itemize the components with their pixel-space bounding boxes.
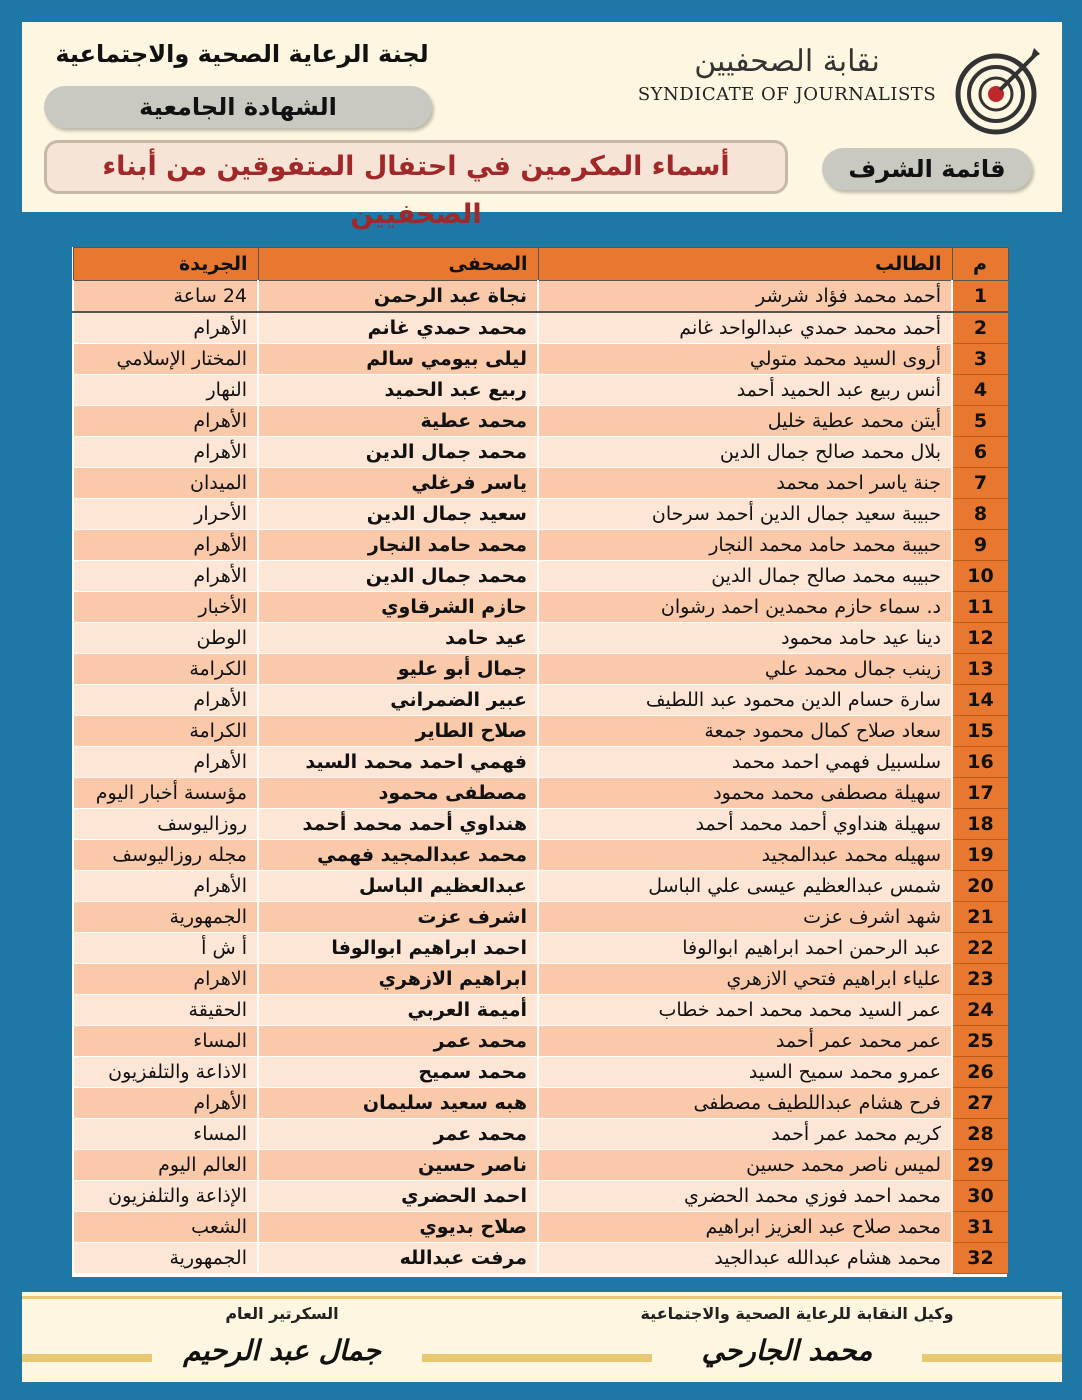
table-row — [73, 1119, 1008, 1150]
table-row — [73, 747, 1008, 778]
journalist-name: ناصر حسين — [258, 1150, 538, 1181]
newspaper-name: الأهرام — [73, 530, 258, 561]
row-number: 4 — [952, 375, 1008, 406]
student-name: كريم محمد عمر أحمد — [538, 1119, 952, 1150]
table-row — [73, 871, 1008, 902]
student-name: زينب جمال محمد علي — [538, 654, 952, 685]
row-number: 31 — [952, 1212, 1008, 1243]
journalist-name: ليلى بيومي سالم — [258, 344, 538, 375]
newspaper-name: 24 ساعة — [73, 281, 258, 313]
row-number: 25 — [952, 1026, 1008, 1057]
student-name: سعاد صلاح كمال محمود جمعة — [538, 716, 952, 747]
table-row — [73, 592, 1008, 623]
student-name: أيتن محمد عطية خليل — [538, 406, 952, 437]
journalist-name: عبدالعظيم الباسل — [258, 871, 538, 902]
table-row — [73, 1150, 1008, 1181]
newspaper-name: النهار — [73, 375, 258, 406]
journalist-name: حازم الشرقاوي — [258, 592, 538, 623]
newspaper-name: الكرامة — [73, 716, 258, 747]
student-name: حبيبة محمد حامد محمد النجار — [538, 530, 952, 561]
student-name: شهد اشرف عزت — [538, 902, 952, 933]
row-number: 20 — [952, 871, 1008, 902]
secretary-signature: جمال عبد الرحيم — [183, 1334, 381, 1367]
table-row — [73, 902, 1008, 933]
table-row — [73, 1057, 1008, 1088]
student-name: فرح هشام عبداللطيف مصطفى — [538, 1088, 952, 1119]
table-row — [73, 468, 1008, 499]
table-row — [73, 964, 1008, 995]
journalist-name: محمد جمال الدين — [258, 437, 538, 468]
row-number: 27 — [952, 1088, 1008, 1119]
student-name: عمر السيد محمد محمد احمد خطاب — [538, 995, 952, 1026]
student-name: سارة حسام الدين محمود عبد اللطيف — [538, 685, 952, 716]
journalist-name: ياسر فرغلي — [258, 468, 538, 499]
honorees-table — [72, 247, 1007, 1277]
journalist-name: جمال أبو عليو — [258, 654, 538, 685]
journalist-name: محمد عبدالمجيد فهمي — [258, 840, 538, 871]
table-row — [73, 840, 1008, 871]
row-number: 24 — [952, 995, 1008, 1026]
newspaper-name: الميدان — [73, 468, 258, 499]
row-number: 26 — [952, 1057, 1008, 1088]
journalist-name: هبه سعيد سليمان — [258, 1088, 538, 1119]
row-number: 1 — [952, 281, 1008, 313]
row-number: 3 — [952, 344, 1008, 375]
newspaper-name: مجله روزاليوسف — [73, 840, 258, 871]
student-name: أحمد محمد حمدي عبدالواحد غانم — [538, 312, 952, 344]
journalist-name: سعيد جمال الدين — [258, 499, 538, 530]
newspaper-name: الحقيقة — [73, 995, 258, 1026]
newspaper-name: مؤسسة أخبار اليوم — [73, 778, 258, 809]
journalist-name: مرفت عبدالله — [258, 1243, 538, 1274]
newspaper-name: الشعب — [73, 1212, 258, 1243]
row-number: 17 — [952, 778, 1008, 809]
journalist-name: صلاح بديوي — [258, 1212, 538, 1243]
header-num: م — [952, 248, 1008, 281]
newspaper-name: الأحرار — [73, 499, 258, 530]
student-name: محمد صلاح عبد العزيز ابراهيم — [538, 1212, 952, 1243]
row-number: 11 — [952, 592, 1008, 623]
row-number: 2 — [952, 312, 1008, 344]
row-number: 14 — [952, 685, 1008, 716]
row-number: 12 — [952, 623, 1008, 654]
row-number: 16 — [952, 747, 1008, 778]
student-name: محمد هشام عبدالله عبدالجيد — [538, 1243, 952, 1274]
newspaper-name: المساء — [73, 1119, 258, 1150]
row-number: 5 — [952, 406, 1008, 437]
student-name: عمر محمد عمر أحمد — [538, 1026, 952, 1057]
newspaper-name: الكرامة — [73, 654, 258, 685]
table-row — [73, 685, 1008, 716]
journalist-name: محمد حمدي غانم — [258, 312, 538, 344]
row-number: 18 — [952, 809, 1008, 840]
journalist-name: اشرف عزت — [258, 902, 538, 933]
row-number: 21 — [952, 902, 1008, 933]
header-newspaper: الجريدة — [73, 248, 258, 281]
table-row — [73, 1181, 1008, 1212]
journalist-name: نجاة عبد الرحمن — [258, 281, 538, 313]
row-number: 8 — [952, 499, 1008, 530]
newspaper-name: العالم اليوم — [73, 1150, 258, 1181]
certificate-label: الشهادة الجامعية — [44, 86, 432, 128]
header-journalist: الصحفى — [258, 248, 538, 281]
table-row — [73, 933, 1008, 964]
student-name: دينا عيد حامد محمود — [538, 623, 952, 654]
journalist-name: فهمي احمد محمد السيد — [258, 747, 538, 778]
newspaper-name: الأهرام — [73, 871, 258, 902]
table-row — [73, 406, 1008, 437]
journalist-name: محمد عمر — [258, 1026, 538, 1057]
table-row — [73, 716, 1008, 747]
deputy-signature: محمد الجارحي — [701, 1334, 873, 1367]
student-name: لميس ناصر محمد حسين — [538, 1150, 952, 1181]
table-row — [73, 530, 1008, 561]
row-number: 6 — [952, 437, 1008, 468]
table-body — [73, 281, 1008, 1274]
row-number: 23 — [952, 964, 1008, 995]
table-row — [73, 437, 1008, 468]
table-row — [73, 375, 1008, 406]
newspaper-name: المختار الإسلامي — [73, 344, 258, 375]
student-name: بلال محمد صالح جمال الدين — [538, 437, 952, 468]
journalist-name: محمد جمال الدين — [258, 561, 538, 592]
student-name: أروى السيد محمد متولي — [538, 344, 952, 375]
journalist-name: عبير الضمراني — [258, 685, 538, 716]
row-number: 32 — [952, 1243, 1008, 1274]
newspaper-name: روزاليوسف — [73, 809, 258, 840]
table-row — [73, 654, 1008, 685]
student-name: حبيبه محمد صالح جمال الدين — [538, 561, 952, 592]
secretary-title: السكرتير العام — [225, 1304, 339, 1323]
newspaper-name: الإذاعة والتلفزيون — [73, 1181, 258, 1212]
table-row — [73, 499, 1008, 530]
gold-stripe — [922, 1354, 1062, 1362]
student-name: علياء ابراهيم فتحي الازهري — [538, 964, 952, 995]
student-name: سهيلة هنداوي أحمد محمد أحمد — [538, 809, 952, 840]
journalist-name: احمد ابراهيم ابوالوفا — [258, 933, 538, 964]
deputy-title: وكيل النقابة للرعاية الصحية والاجتماعية — [640, 1304, 954, 1323]
student-name: حبيبة سعيد جمال الدين أحمد سرحان — [538, 499, 952, 530]
gold-stripe — [422, 1354, 652, 1362]
newspaper-name: الجمهورية — [73, 1243, 258, 1274]
newspaper-name: المساء — [73, 1026, 258, 1057]
newspaper-name: الأهرام — [73, 1088, 258, 1119]
gold-stripe — [22, 1354, 152, 1362]
table-row — [73, 778, 1008, 809]
journalist-name: صلاح الطاير — [258, 716, 538, 747]
table-row — [73, 995, 1008, 1026]
header-student: الطالب — [538, 248, 952, 281]
student-name: سهيله محمد عبدالمجيد — [538, 840, 952, 871]
student-name: شمس عبدالعظيم عيسى علي الباسل — [538, 871, 952, 902]
table-row — [73, 1088, 1008, 1119]
journalist-name: مصطفى محمود — [258, 778, 538, 809]
journalist-name: أميمة العربي — [258, 995, 538, 1026]
row-number: 28 — [952, 1119, 1008, 1150]
page-title: أسماء المكرمين في احتفال المتفوقين من أبناء الصحفيين — [44, 140, 788, 194]
table-header-row — [73, 248, 1008, 281]
journalist-name: ابراهيم الازهري — [258, 964, 538, 995]
table-row — [73, 561, 1008, 592]
row-number: 13 — [952, 654, 1008, 685]
table-row — [73, 281, 1008, 313]
syndicate-logo-arabic: نقابة الصحفيين — [694, 44, 880, 79]
header-banner — [22, 22, 1062, 230]
newspaper-name: الأهرام — [73, 685, 258, 716]
table-row — [73, 1243, 1008, 1274]
student-name: عمرو محمد سميح السيد — [538, 1057, 952, 1088]
journalist-name: محمد عمر — [258, 1119, 538, 1150]
student-name: أنس ربيع عبد الحميد أحمد — [538, 375, 952, 406]
row-number: 15 — [952, 716, 1008, 747]
gold-stripe — [22, 1296, 1062, 1299]
student-name: عبد الرحمن احمد ابراهيم ابوالوفا — [538, 933, 952, 964]
table-row — [73, 344, 1008, 375]
row-number: 9 — [952, 530, 1008, 561]
student-name: سلسبيل فهمي احمد محمد — [538, 747, 952, 778]
row-number: 19 — [952, 840, 1008, 871]
journalist-name: هنداوي أحمد محمد أحمد — [258, 809, 538, 840]
newspaper-name: الاهرام — [73, 964, 258, 995]
honor-list-label: قائمة الشرف — [822, 148, 1032, 190]
newspaper-name: الأخبار — [73, 592, 258, 623]
newspaper-name: الأهرام — [73, 312, 258, 344]
student-name: جنة ياسر احمد محمد — [538, 468, 952, 499]
row-number: 7 — [952, 468, 1008, 499]
table-row — [73, 1026, 1008, 1057]
newspaper-name: الأهرام — [73, 406, 258, 437]
student-name: أحمد محمد فؤاد شرشر — [538, 281, 952, 313]
student-name: سهيلة مصطفى محمد محمود — [538, 778, 952, 809]
journalist-name: احمد الحضري — [258, 1181, 538, 1212]
journalist-name: محمد سميح — [258, 1057, 538, 1088]
row-number: 30 — [952, 1181, 1008, 1212]
newspaper-name: أ ش أ — [73, 933, 258, 964]
newspaper-name: الجمهورية — [73, 902, 258, 933]
newspaper-name: الأهرام — [73, 561, 258, 592]
footer-signatures — [22, 1292, 1062, 1382]
student-name: د. سماء حازم محمدين احمد رشوان — [538, 592, 952, 623]
syndicate-logo-english: SYNDICATE OF JOURNALISTS — [637, 84, 937, 105]
table-row — [73, 1212, 1008, 1243]
committee-name: لجنة الرعاية الصحية والاجتماعية — [55, 40, 429, 68]
newspaper-name: الوطن — [73, 623, 258, 654]
journalist-name: عيد حامد — [258, 623, 538, 654]
table-row — [73, 312, 1008, 344]
newspaper-name: الأهرام — [73, 747, 258, 778]
newspaper-name: الأهرام — [73, 437, 258, 468]
journalist-name: محمد حامد النجار — [258, 530, 538, 561]
journalist-name: محمد عطية — [258, 406, 538, 437]
row-number: 10 — [952, 561, 1008, 592]
table-row — [73, 623, 1008, 654]
row-number: 29 — [952, 1150, 1008, 1181]
syndicate-logo-icon — [950, 44, 1042, 136]
table-row — [73, 809, 1008, 840]
row-number: 22 — [952, 933, 1008, 964]
journalist-name: ربيع عبد الحميد — [258, 375, 538, 406]
newspaper-name: الاذاعة والتلفزيون — [73, 1057, 258, 1088]
student-name: محمد احمد فوزي محمد الحضري — [538, 1181, 952, 1212]
